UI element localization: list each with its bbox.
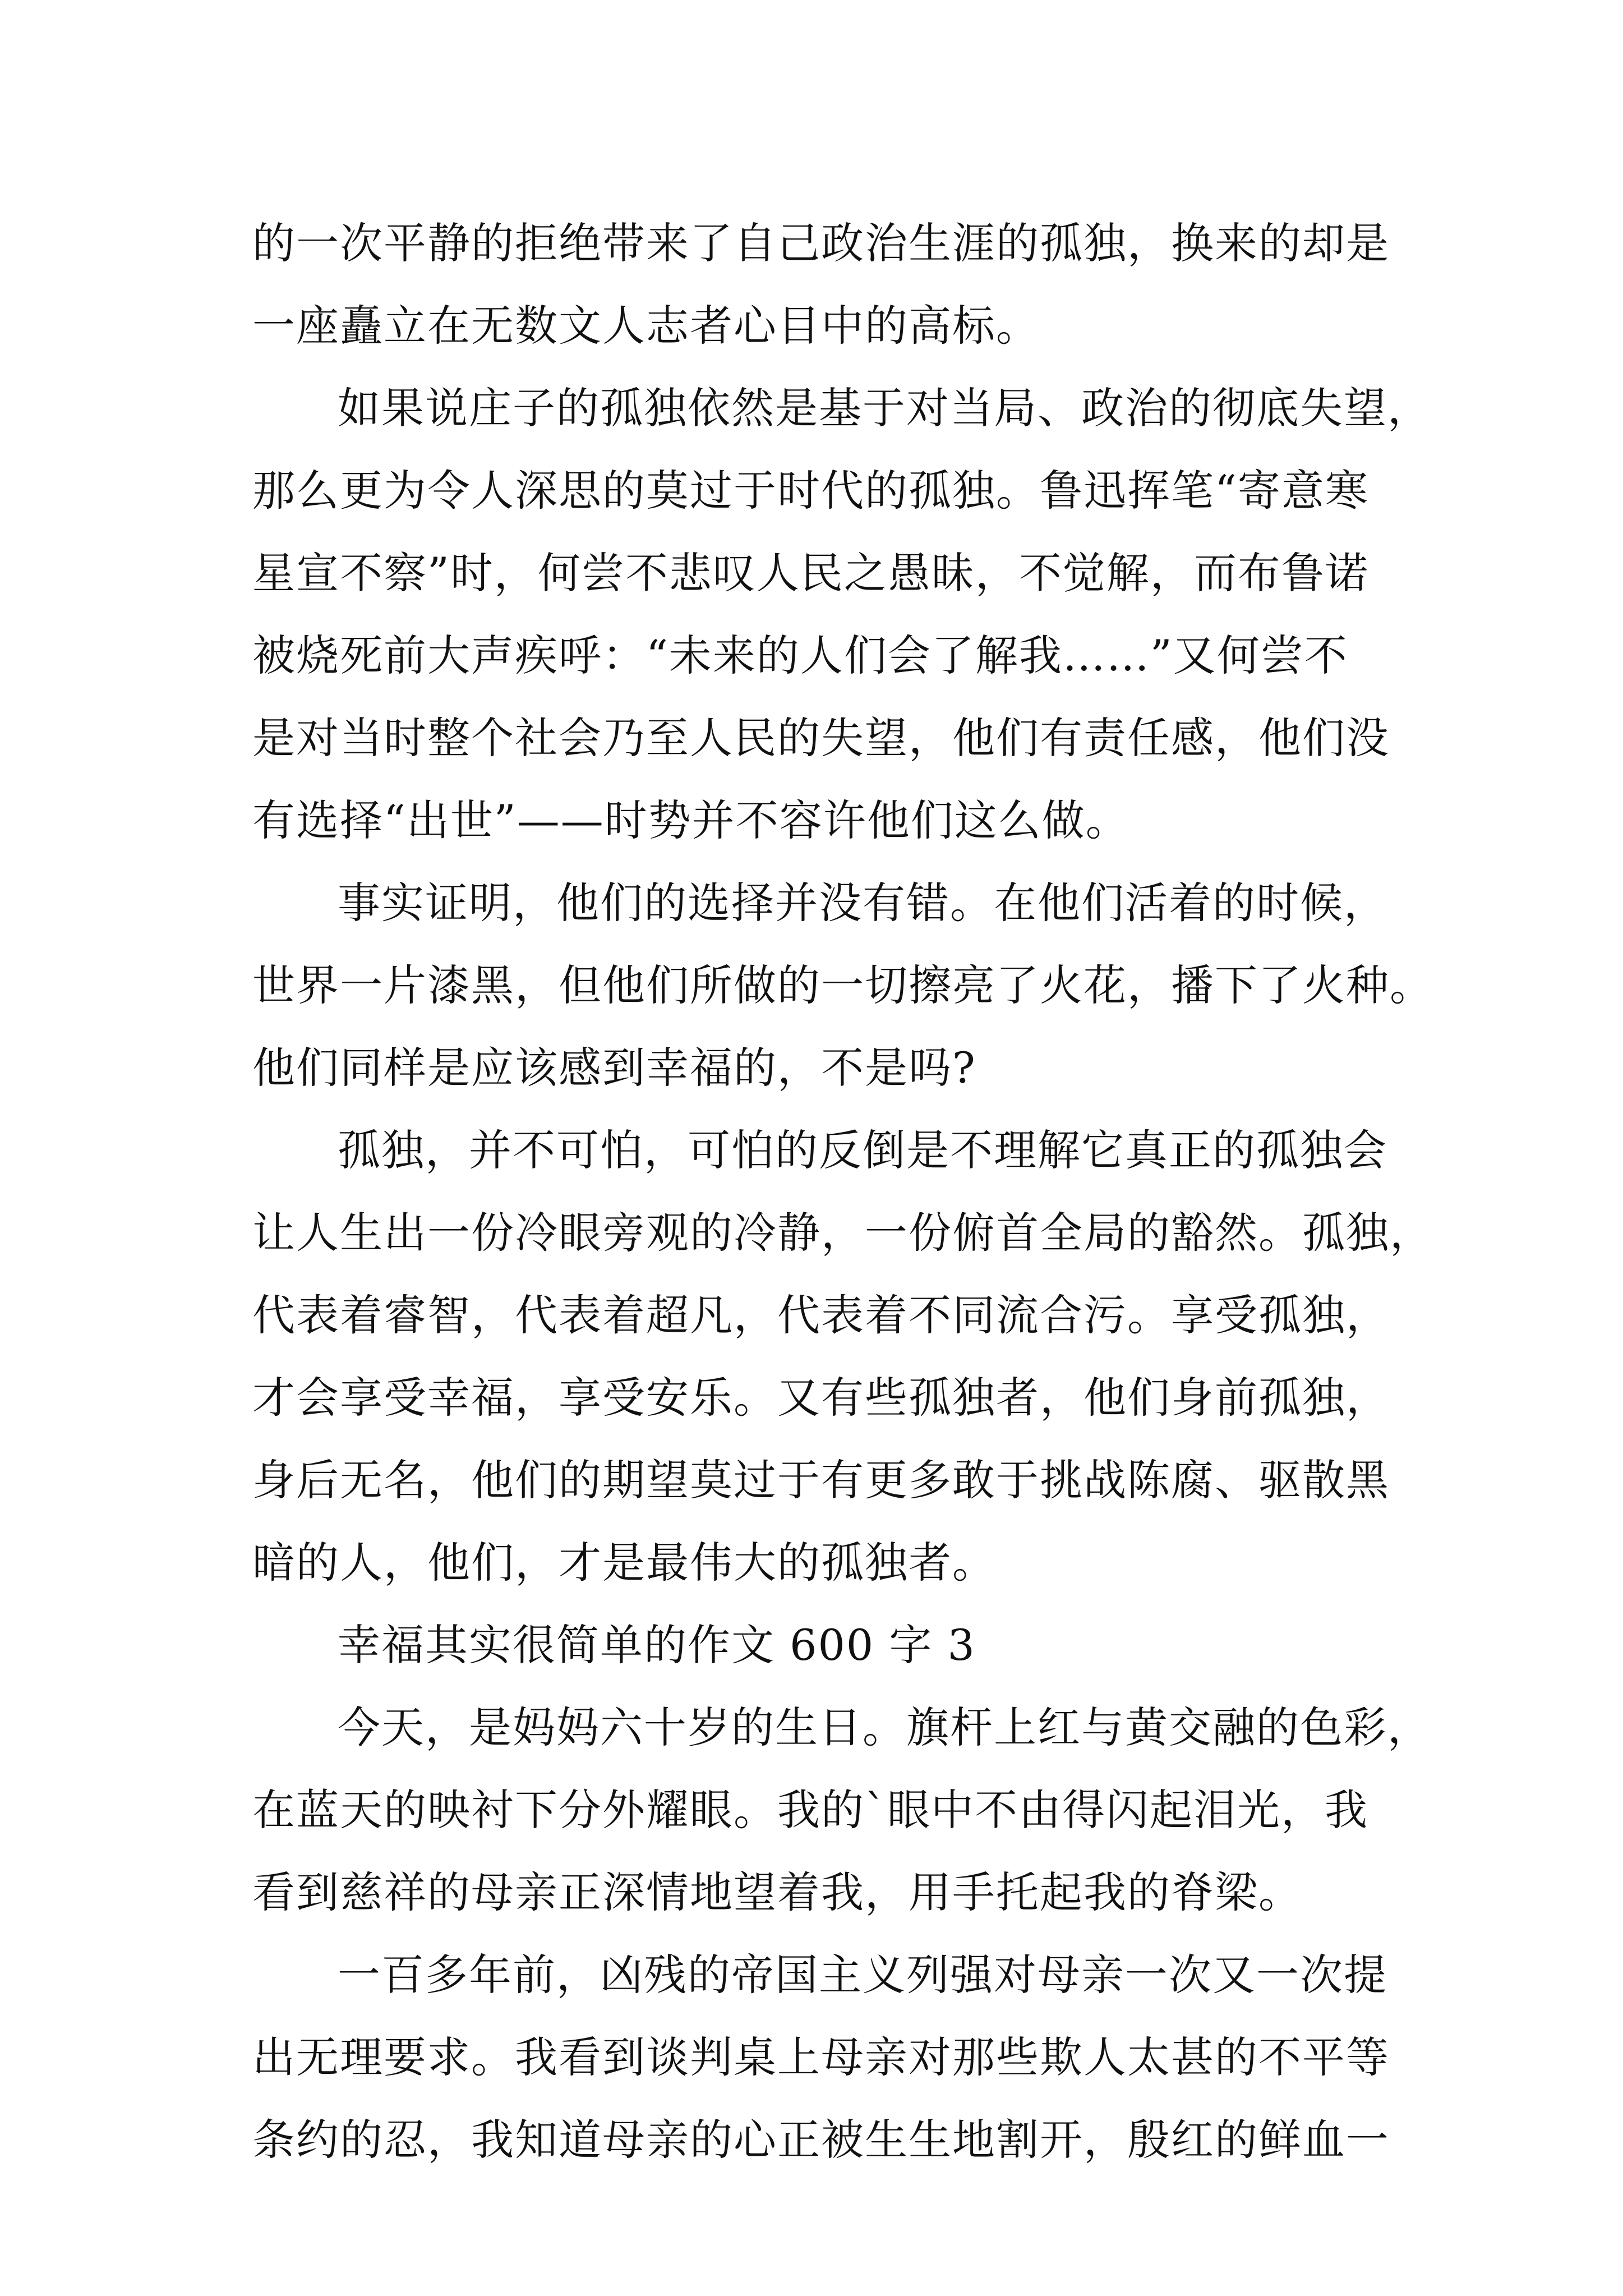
text-line: 在蓝天的映衬下分外耀眼。我的`眼中不由得闪起泪光，我	[252, 1785, 1368, 1835]
text-line: 星宣不察”时，何尝不悲叹人民之愚昧，不觉解，而布鲁诺	[252, 548, 1369, 598]
text-line: 如果说庄子的孤独依然是基于对当局、政治的彻底失望，	[338, 383, 1431, 433]
text-line: 让人生出一份冷眼旁观的冷静，一份俯首全局的豁然。孤独，	[252, 1208, 1433, 1258]
text-line: 一百多年前，凶残的帝国主义列强对母亲一次又一次提	[338, 1950, 1387, 2000]
text-line: 被烧死前大声疾呼：“未来的人们会了解我……”又何尝不	[252, 631, 1348, 680]
text-line: 代表着睿智，代表着超凡，代表着不同流合污。享受孤独，	[252, 1290, 1390, 1340]
text-line: 条约的忍，我知道母亲的心正被生生地割开，殷红的鲜血一	[252, 2115, 1390, 2165]
text-line: 今天，是妈妈六十岁的生日。旗杆上红与黄交融的色彩，	[338, 1703, 1431, 1752]
text-line: 是对当时整个社会乃至人民的失望，他们有责任感，他们没	[252, 713, 1390, 763]
text-line: 身后无名，他们的期望莫过于有更多敢于挑战陈腐、驱散黑	[252, 1455, 1390, 1505]
text-line: 暗的人，他们，才是最伟大的孤独者。	[252, 1538, 996, 1588]
text-line: 的一次平静的拒绝带来了自己政治生涯的孤独，换来的却是	[252, 218, 1390, 268]
text-line: 孤独，并不可怕，可怕的反倒是不理解它真正的孤独会	[338, 1125, 1387, 1175]
text-line: 事实证明，他们的选择并没有错。在他们活着的时候，	[338, 878, 1387, 928]
text-line: 那么更为令人深思的莫过于时代的孤独。鲁迅挥笔“寄意寒	[252, 466, 1369, 516]
body-text	[252, 202, 1433, 2181]
text-line: 世界一片漆黑，但他们所做的一切擦亮了火花，播下了火种。	[252, 960, 1433, 1010]
text-line: 出无理要求。我看到谈判桌上母亲对那些欺人太甚的不平等	[252, 2032, 1390, 2082]
text-line: 一座矗立在无数文人志者心目中的高标。	[252, 301, 1040, 351]
text-line: 看到慈祥的母亲正深情地望着我，用手托起我的脊梁。	[252, 1867, 1302, 1917]
text-line: 才会享受幸福，享受安乐。又有些孤独者，他们身前孤独，	[252, 1373, 1390, 1423]
text-line: 他们同样是应该感到幸福的，不是吗?	[252, 1043, 976, 1093]
text-line: 有选择“出世”——时势并不容许他们这么做。	[252, 795, 1129, 845]
text-line: 幸福其实很简单的作文 600 字 3	[338, 1620, 976, 1670]
